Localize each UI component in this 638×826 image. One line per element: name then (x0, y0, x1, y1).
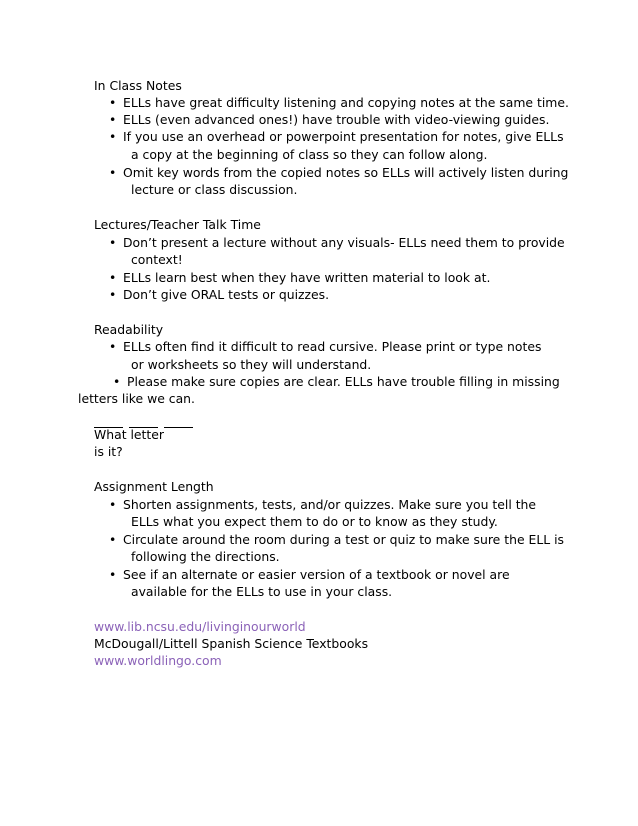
bullet-item: • ELLs learn best when they have written material to look at. (109, 270, 491, 285)
bullet-continuation: lecture or class discussion. (131, 182, 298, 197)
bullet-continuation: letters like we can. (78, 391, 195, 406)
section-heading-in-class-notes: In Class Notes (94, 78, 182, 93)
resource-link-ncsu[interactable]: www.lib.ncsu.edu/livinginourworld (94, 619, 306, 634)
bullet-item: • ELLs have great difficulty listening and copying notes at the same time. (109, 95, 569, 110)
bullet-icon: • (109, 165, 117, 180)
bullet-continuation: context! (131, 252, 183, 267)
bullet-item: • Omit key words from the copied notes so ELLs will actively listen during (109, 165, 569, 180)
bullet-continuation: following the directions. (131, 549, 280, 564)
bullet-item: • ELLs (even advanced ones!) have trouble with video-viewing guides. (109, 112, 550, 127)
bullet-continuation: a copy at the beginning of class so they can follow along. (131, 147, 488, 162)
bullet-continuation: available for the ELLs to use in your class. (131, 584, 393, 599)
bullet-icon: • (109, 497, 117, 512)
bullet-icon: • (109, 112, 117, 127)
bullet-icon: • (109, 235, 117, 250)
resource-text: McDougall/Littell Spanish Science Textbooks (94, 636, 369, 651)
bullet-item: • ELLs often find it difficult to read cursive. Please print or type notes (109, 339, 542, 354)
section-heading-readability: Readability (94, 322, 164, 337)
bullet-item: • Circulate around the room during a test or quiz to make sure the ELL is (109, 532, 564, 547)
section-heading-assignment-length: Assignment Length (94, 479, 214, 494)
bullet-item: • If you use an overhead or powerpoint presentation for notes, give ELLs (109, 129, 564, 144)
bullet-icon: • (109, 339, 117, 354)
bullet-icon: • (109, 129, 117, 144)
bullet-icon: • (109, 95, 117, 110)
bullet-item: • Shorten assignments, tests, and/or quizzes. Make sure you tell the (109, 497, 537, 512)
bullet-item: • Don’t present a lecture without any visuals- ELLs need them to provide (109, 235, 565, 250)
bullet-icon: • (109, 532, 117, 547)
question-line: is it? (94, 444, 123, 459)
bullet-item: • See if an alternate or easier version of a textbook or novel are (109, 567, 510, 582)
letter-blank (164, 427, 193, 428)
question-line: What letter (94, 427, 164, 442)
section-heading-lectures: Lectures/Teacher Talk Time (94, 217, 261, 232)
bullet-item: • Please make sure copies are clear. ELLs have trouble filling in missing (113, 374, 560, 389)
bullet-icon: • (109, 567, 117, 582)
bullet-item: • Don’t give ORAL tests or quizzes. (109, 287, 330, 302)
bullet-continuation: ELLs what you expect them to do or to know as they study. (131, 514, 498, 529)
bullet-icon: • (109, 270, 117, 285)
bullet-icon: • (109, 287, 117, 302)
bullet-continuation: or worksheets so they will understand. (131, 357, 372, 372)
bullet-icon: • (113, 374, 121, 389)
resource-link-worldlingo[interactable]: www.worldlingo.com (94, 653, 222, 668)
